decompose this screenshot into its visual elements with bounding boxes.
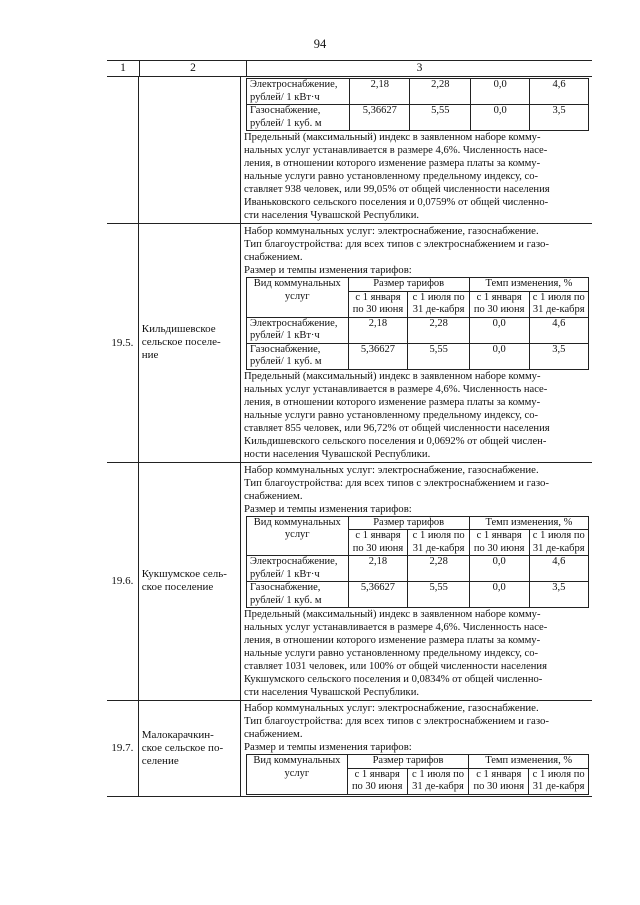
tariff-jul: 5,55 xyxy=(410,105,471,131)
tariff-table xyxy=(246,754,589,795)
rate-jul: 4,6 xyxy=(529,556,589,582)
table-row-19-5 xyxy=(107,224,592,463)
header-col-1: 1 xyxy=(120,62,126,74)
th-jan: с 1 января по 30 июня xyxy=(469,768,529,794)
name-line: ское поселение xyxy=(141,581,214,594)
para-line: нальные услуги равно установленному предельному индексу, со- xyxy=(244,409,539,421)
para-line: Предельный (максимальный) индекс в заявленном наборе комму- xyxy=(244,609,541,620)
para-line: нальные услуги равно установленному предельному индексу, со- xyxy=(244,171,539,182)
para-line: ления, в отношении которого изменение размера платы за комму- xyxy=(244,635,541,646)
settlement-name xyxy=(139,463,241,701)
para-line: Кукшумского сельского поселения и 0,0834% от общей численно- xyxy=(244,674,543,685)
tariff-jul: 5,55 xyxy=(408,343,469,369)
text-line: снабжением. xyxy=(244,489,303,502)
tariff-header-row xyxy=(247,278,589,292)
rate-jul: 4,6 xyxy=(529,317,589,343)
tariff-row-gas xyxy=(247,105,589,131)
rate-jul: 4,6 xyxy=(530,79,589,105)
services-set-text: Набор коммунальных услуг: электроснабжение, газоснабжение. xyxy=(244,225,539,237)
index-paragraph xyxy=(244,608,589,699)
tariff-jan: 2,18 xyxy=(348,556,408,582)
text-line: снабжением. xyxy=(244,251,303,263)
para-line: нальных услуг устанавливается в размере 4,6%. Численность насе- xyxy=(244,383,548,395)
th-jan: с 1 января по 30 июня xyxy=(469,291,529,317)
tariff-row-gas xyxy=(247,343,589,369)
tariff-row-gas xyxy=(247,582,589,608)
improvement-type-text xyxy=(244,238,589,264)
para-line: Предельный (максимальный) индекс в заявленном наборе комму- xyxy=(244,132,541,143)
table-row-19-6 xyxy=(107,463,592,702)
text-line: Тип благоустройства: для всех типов с электроснабжением и газо- xyxy=(244,476,550,489)
name-line: сельское поселе- xyxy=(141,336,221,349)
tariff-row-electricity xyxy=(247,556,589,582)
th-rate: Темп изменения, % xyxy=(469,516,588,530)
service-name: Электроснабжение, рублей/ 1 кВт·ч xyxy=(247,79,350,105)
name-line: ское сельское по- xyxy=(141,741,224,754)
row-number xyxy=(107,77,139,223)
tariff-header-row xyxy=(247,516,589,530)
rate-jul: 3,5 xyxy=(529,343,589,369)
th-jul: с 1 июля по 31 де-кабря xyxy=(529,291,589,317)
rate-jul: 3,5 xyxy=(529,582,589,608)
rate-jan: 0,0 xyxy=(469,343,529,369)
para-line: ставляет 938 человек, или 99,05% от общей численности населения xyxy=(244,184,550,195)
th-tariff-size: Размер тарифов xyxy=(348,516,469,530)
row-content xyxy=(241,77,592,223)
service-name: Электроснабжение, рублей/ 1 кВт·ч xyxy=(247,556,349,582)
th-jan: с 1 января по 30 июня xyxy=(469,530,529,556)
th-service: Вид коммунальных услуг xyxy=(247,516,349,556)
row-number: 19.7. xyxy=(107,701,139,796)
settlement-name xyxy=(139,701,241,796)
th-rate: Темп изменения, % xyxy=(469,755,589,769)
rate-jan: 0,0 xyxy=(471,79,530,105)
tariff-jul: 2,28 xyxy=(408,317,469,343)
tariff-jan: 5,36627 xyxy=(348,582,408,608)
service-name: Электроснабжение, рублей/ 1 кВт·ч xyxy=(247,317,349,343)
para-line: ления, в отношении которого изменение размера платы за комму- xyxy=(244,158,541,169)
name-line: Малокарачкин- xyxy=(141,728,214,741)
tariff-size-label: Размер и темпы изменения тарифов: xyxy=(244,502,412,515)
name-line: Кукшумское сель- xyxy=(141,568,227,581)
tariff-header-row xyxy=(247,755,589,769)
para-line: ления, в отношении которого изменение размера платы за комму- xyxy=(244,396,541,408)
para-line: нальных услуг устанавливается в размере 4,6%. Численность насе- xyxy=(244,145,548,156)
rate-jul: 3,5 xyxy=(530,105,589,131)
para-line: нальные услуги равно установленному предельному индексу, со- xyxy=(244,648,539,659)
th-rate: Темп изменения, % xyxy=(469,278,588,292)
services-set-text: Набор коммунальных услуг: электроснабжение, газоснабжение. xyxy=(244,702,539,714)
rate-jan: 0,0 xyxy=(471,105,530,131)
name-line: Кильдишевское xyxy=(141,323,216,336)
th-jul: с 1 июля по 31 де-кабря xyxy=(529,768,589,794)
tariff-jan: 2,18 xyxy=(348,317,408,343)
tariff-table xyxy=(246,78,589,131)
text-line: Тип благоустройства: для всех типов с электроснабжением и газо- xyxy=(244,715,550,727)
para-line: нальных услуг устанавливается в размере 4,6%. Численность насе- xyxy=(244,622,548,633)
table-row-continuation xyxy=(107,77,592,224)
tariff-jan: 5,36627 xyxy=(348,343,408,369)
tariff-size-label: Размер и темпы изменения тарифов: xyxy=(244,741,412,753)
para-line: Кильдишевского сельского поселения и 0,0692% от общей числен- xyxy=(244,435,547,447)
tariff-document-table xyxy=(107,60,592,797)
service-name: Газоснабжение, рублей/ 1 куб. м xyxy=(247,105,350,131)
text-line: снабжением. xyxy=(244,728,303,740)
th-service: Вид коммунальных услуг xyxy=(247,755,348,795)
tariff-jan: 5,36627 xyxy=(350,105,410,131)
th-jan: с 1 января по 30 июня xyxy=(347,768,407,794)
header-col-3: 3 xyxy=(416,62,423,74)
tariff-size-label: Размер и темпы изменения тарифов: xyxy=(244,264,412,276)
table-header xyxy=(107,60,592,77)
th-jan: с 1 января по 30 июня xyxy=(348,291,408,317)
text-line: Тип благоустройства: для всех типов с электроснабжением и газо- xyxy=(244,238,550,250)
row-number: 19.6. xyxy=(107,463,139,701)
tariff-table xyxy=(246,516,589,609)
settlement-name xyxy=(139,224,241,462)
row-content xyxy=(241,463,592,701)
index-paragraph xyxy=(244,370,589,461)
rate-jan: 0,0 xyxy=(469,317,529,343)
improvement-type-text xyxy=(244,715,589,741)
services-set-text: Набор коммунальных услуг: электроснабжение, газоснабжение. xyxy=(244,463,539,476)
name-line: селение xyxy=(141,754,179,767)
th-jul: с 1 июля по 31 де-кабря xyxy=(529,530,589,556)
rate-jan: 0,0 xyxy=(469,582,529,608)
row-content xyxy=(241,224,592,462)
para-line: ности населения Чувашской Республики. xyxy=(244,448,431,460)
th-tariff-size: Размер тарифов xyxy=(347,755,469,769)
header-col-2: 2 xyxy=(139,61,247,76)
th-jul: с 1 июля по 31 де-кабря xyxy=(407,768,469,794)
tariff-row-electricity xyxy=(247,317,589,343)
th-service: Вид коммунальных услуг xyxy=(247,278,349,318)
th-jul: с 1 июля по 31 де-кабря xyxy=(408,530,469,556)
para-line: сти населения Чувашской Республики. xyxy=(244,687,420,698)
row-number: 19.5. xyxy=(107,224,139,462)
service-name: Газоснабжение, рублей/ 1 куб. м xyxy=(247,582,349,608)
para-line: Предельный (максимальный) индекс в заявленном наборе комму- xyxy=(244,370,541,382)
row-content xyxy=(241,701,592,796)
service-name: Газоснабжение, рублей/ 1 куб. м xyxy=(247,343,349,369)
para-line: Иваньковского сельского поселения и 0,0759% от общей численно- xyxy=(244,197,549,208)
para-line: ставляет 1031 человек, или 100% от общей численности населения xyxy=(244,661,547,672)
tariff-row-electricity xyxy=(247,79,589,105)
name-line: ние xyxy=(141,349,159,362)
rate-jan: 0,0 xyxy=(469,556,529,582)
th-jan: с 1 января по 30 июня xyxy=(348,530,408,556)
tariff-jul: 2,28 xyxy=(410,79,471,105)
improvement-type-text xyxy=(244,477,589,503)
settlement-name xyxy=(139,77,241,223)
th-tariff-size: Размер тарифов xyxy=(348,278,469,292)
th-jul: с 1 июля по 31 де-кабря xyxy=(408,291,469,317)
tariff-table xyxy=(246,277,589,370)
para-line: сти населения Чувашской Республики. xyxy=(244,210,420,221)
index-paragraph xyxy=(244,131,589,222)
page-number: 94 xyxy=(313,37,327,51)
tariff-jul: 2,28 xyxy=(408,556,469,582)
tariff-jan: 2,18 xyxy=(350,79,410,105)
table-row-19-7 xyxy=(107,701,592,797)
para-line: ставляет 855 человек, или 96,72% от общей численности населения xyxy=(244,422,550,434)
tariff-jul: 5,55 xyxy=(408,582,469,608)
